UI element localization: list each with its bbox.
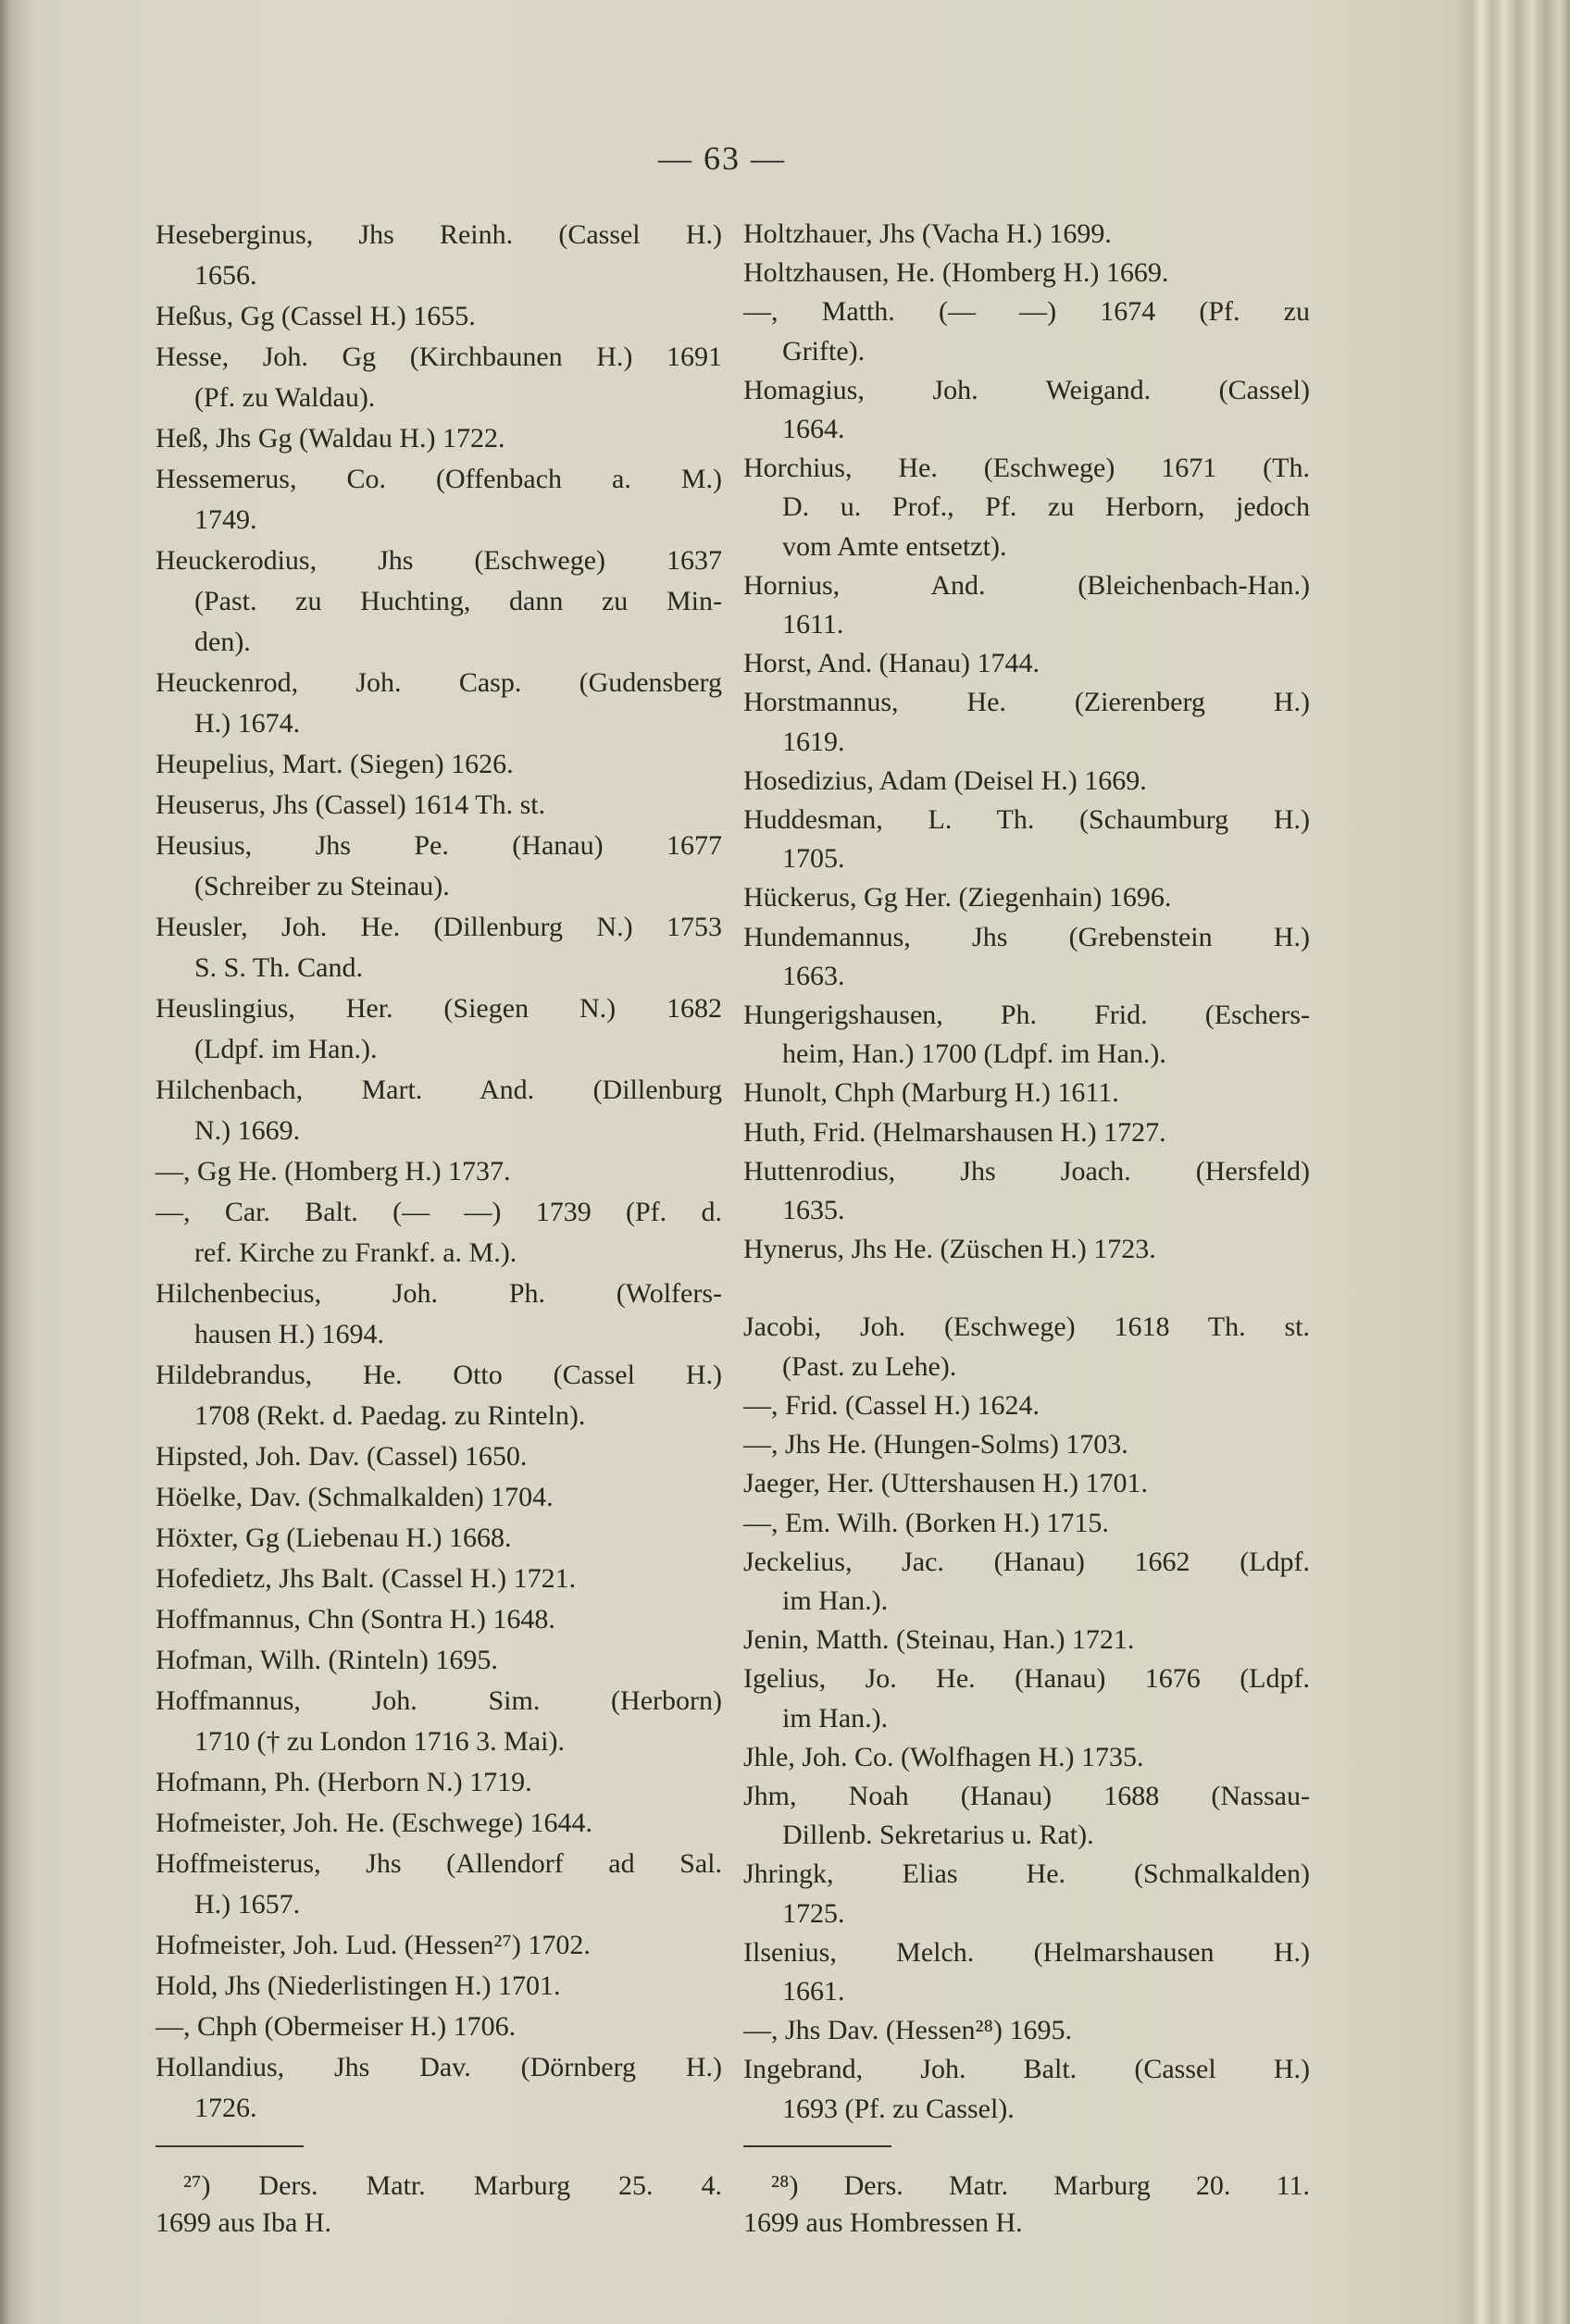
entry-line: Huttenrodius, Jhs Joach. (Hersfeld): [743, 1155, 1310, 1187]
register-entry: [156, 1355, 722, 1436]
entry-line: Heupelius, Mart. (Siegen) 1626.: [156, 749, 514, 779]
entry-continuation-line: (Ldpf. im Han.).: [194, 1034, 378, 1064]
entry-continuation-line: 1611.: [782, 609, 844, 640]
entry-line: —, Car. Balt. (— —) 1739 (Pf. d.: [156, 1197, 722, 1227]
entry-line: Jacobi, Joh. (Eschwege) 1618 Th. st.: [743, 1311, 1310, 1343]
register-entry: [156, 1559, 722, 1599]
entry-line: Igelius, Jo. He. (Hanau) 1676 (Ldpf.: [743, 1663, 1310, 1695]
register-entry: [743, 2011, 1310, 2050]
entry-line: Ilsenius, Melch. (Helmarshausen H.): [743, 1936, 1310, 1968]
entry-continuation-line: H.) 1657.: [194, 1889, 301, 1920]
register-entry: [156, 1844, 722, 1925]
entry-continuation-line: (Schreiber zu Steinau).: [194, 871, 450, 901]
register-entry: [156, 1436, 722, 1477]
register-entry: [743, 1504, 1310, 1543]
entry-line: Hoffmannus, Chn (Sontra H.) 1648.: [156, 1604, 555, 1634]
entry-line: Jeckelius, Jac. (Hanau) 1662 (Ldpf.: [743, 1546, 1310, 1577]
entry-continuation-line: 1726.: [194, 2093, 257, 2123]
register-entry: [156, 1518, 722, 1559]
register-entry: [156, 663, 722, 744]
register-entry: [743, 1386, 1310, 1425]
entry-line: Jenin, Matth. (Steinau, Han.) 1721.: [743, 1624, 1135, 1656]
register-entry: [156, 744, 722, 785]
right-column: [743, 215, 1310, 2129]
entry-line: Homagius, Joh. Weigand. (Cassel): [743, 374, 1310, 405]
entry-continuation-line: (Pf. zu Waldau).: [194, 382, 376, 413]
page-number: — 63 —: [658, 140, 786, 177]
entry-line: —, Chph (Obermeiser H.) 1706.: [156, 2011, 517, 2042]
register-entry: [156, 826, 722, 907]
entry-line: Heßus, Gg (Cassel H.) 1655.: [156, 301, 476, 331]
entry-continuation-line: 1710 († zu London 1716 3. Mai).: [194, 1726, 565, 1757]
register-entry: [743, 878, 1310, 917]
entry-line: Ingebrand, Joh. Balt. (Cassel H.): [743, 2054, 1310, 2085]
register-entry: [156, 1803, 722, 1844]
entry-line: Heusler, Joh. He. (Dillenburg N.) 1753: [156, 912, 722, 942]
footnote-line: ²⁷) Ders. Matr. Marburg 25. 4.: [183, 2170, 722, 2201]
register-entry: [743, 683, 1310, 761]
register-entry: [156, 2007, 722, 2047]
footnote-rule: [743, 2145, 891, 2147]
entry-continuation-line: ref. Kirche zu Frankf. a. M.).: [194, 1237, 517, 1268]
register-entry: [743, 449, 1310, 566]
entry-line: —, Gg He. (Homberg H.) 1737.: [156, 1156, 511, 1187]
entry-continuation-line: 1664.: [782, 414, 845, 445]
entry-line: Jaeger, Her. (Uttershausen H.) 1701.: [743, 1468, 1148, 1499]
entry-continuation-line: 1635.: [782, 1195, 845, 1226]
entry-line: Hofman, Wilh. (Rinteln) 1695.: [156, 1645, 498, 1675]
register-entry: [743, 996, 1310, 1074]
entry-line: Hofedietz, Jhs Balt. (Cassel H.) 1721.: [156, 1563, 577, 1594]
register-entry: [156, 215, 722, 296]
register-entry: [743, 1933, 1310, 2011]
register-entry: [743, 215, 1310, 254]
footnote-line: ²⁸) Ders. Matr. Marburg 20. 11.: [771, 2170, 1310, 2201]
register-entry: [743, 644, 1310, 683]
register-entry: [156, 907, 722, 988]
entry-line: Hold, Jhs (Niederlistingen H.) 1701.: [156, 1970, 561, 2001]
entry-line: Hofmeister, Joh. He. (Eschwege) 1644.: [156, 1808, 593, 1838]
entry-continuation-line: im Han.).: [782, 1585, 889, 1616]
entry-line: Hungerigshausen, Ph. Frid. (Eschers-: [743, 1000, 1310, 1031]
register-entry: [743, 1855, 1310, 1933]
entry-line: —, Em. Wilh. (Borken H.) 1715.: [743, 1507, 1109, 1538]
entry-line: Hofmeister, Joh. Lud. (Hessen²⁷) 1702.: [156, 1930, 591, 1960]
entry-continuation-line: D. u. Prof., Pf. zu Herborn, jedoch: [782, 491, 1310, 523]
register-entry: [743, 371, 1310, 449]
entry-continuation-line: 1661.: [782, 1975, 845, 2007]
entry-continuation-line: 1705.: [782, 843, 845, 875]
entry-line: Höelke, Dav. (Schmalkalden) 1704.: [156, 1482, 554, 1512]
entry-line: —, Jhs Dav. (Hessen²⁸) 1695.: [743, 2015, 1072, 2046]
register-entry: [156, 1681, 722, 1762]
register-entry: [743, 1074, 1310, 1112]
entry-continuation-line: (Past. zu Huchting, dann zu Min-: [194, 586, 722, 616]
entry-continuation-line: (Past. zu Lehe).: [782, 1350, 957, 1382]
entry-continuation-line: den).: [194, 627, 251, 657]
entry-continuation-line: 1708 (Rekt. d. Paedag. zu Rinteln).: [194, 1400, 586, 1431]
entry-line: Hilchenbecius, Joh. Ph. (Wolfers-: [156, 1278, 722, 1309]
left-column: [156, 215, 722, 2129]
register-entry: [156, 2047, 722, 2129]
register-entry: [743, 1152, 1310, 1230]
entry-line: Hoffmannus, Joh. Sim. (Herborn): [156, 1685, 722, 1716]
entry-continuation-line: 1725.: [782, 1897, 845, 1929]
register-entry: [156, 1966, 722, 2007]
entry-line: Hosedizius, Adam (Deisel H.) 1669.: [743, 764, 1147, 796]
entry-line: Horst, And. (Hanau) 1744.: [743, 648, 1040, 679]
register-entry: [743, 1113, 1310, 1152]
register-entry: [743, 1543, 1310, 1621]
register-entry: [743, 1425, 1310, 1464]
register-entry: [743, 1738, 1310, 1777]
entry-line: Hofmann, Ph. (Herborn N.) 1719.: [156, 1767, 532, 1797]
entry-continuation-line: hausen H.) 1694.: [194, 1319, 384, 1349]
entry-line: Jhringk, Elias He. (Schmalkalden): [743, 1858, 1310, 1890]
entry-line: Huddesman, L. Th. (Schaumburg H.): [743, 804, 1310, 836]
entry-line: Hynerus, Jhs He. (Züschen H.) 1723.: [743, 1234, 1156, 1265]
entry-continuation-line: Dillenb. Sekretarius u. Rat).: [782, 1820, 1094, 1851]
entry-continuation-line: vom Amte entsetzt).: [782, 530, 1007, 562]
entry-line: Hessemerus, Co. (Offenbach a. M.): [156, 464, 722, 494]
entry-continuation-line: N.) 1669.: [194, 1115, 301, 1146]
entry-line: Hoffmeisterus, Jhs (Allendorf ad Sal.: [156, 1848, 722, 1879]
footnote-right: [743, 2145, 1310, 2242]
register-entry: [156, 1640, 722, 1681]
register-entry: [156, 1599, 722, 1640]
entry-line: Huth, Frid. (Helmarshausen H.) 1727.: [743, 1116, 1166, 1148]
entry-line: Heuckenrod, Joh. Casp. (Gudensberg: [156, 667, 722, 698]
register-entry: [743, 566, 1310, 644]
register-entry: [743, 1230, 1310, 1269]
entry-line: Höxter, Gg (Liebenau H.) 1668.: [156, 1522, 512, 1553]
entry-continuation-line: Grifte).: [782, 335, 866, 367]
register-entry: [743, 801, 1310, 878]
entry-line: Heuserus, Jhs (Cassel) 1614 Th. st.: [156, 789, 546, 820]
entry-line: Hesse, Joh. Gg (Kirchbaunen H.) 1691: [156, 342, 722, 372]
register-entry: [156, 296, 722, 337]
entry-line: Horchius, He. (Eschwege) 1671 (Th.: [743, 453, 1310, 484]
entry-continuation-line: S. S. Th. Cand.: [194, 952, 363, 983]
entry-continuation-line: 1663.: [782, 960, 845, 991]
register-entry: [156, 1477, 722, 1518]
entry-continuation-line: 1656.: [194, 260, 257, 291]
register-entry: [156, 785, 722, 826]
entry-line: Holtzhauer, Jhs (Vacha H.) 1699.: [743, 218, 1112, 249]
register-entry: [156, 1192, 722, 1274]
register-entry: [156, 1762, 722, 1803]
register-entry: [743, 1659, 1310, 1737]
register-entry: [156, 988, 722, 1070]
register-entry: [743, 292, 1310, 370]
register-entry: [743, 1777, 1310, 1855]
register-entry: [743, 1621, 1310, 1659]
entry-continuation-line: 1749.: [194, 504, 257, 535]
entry-line: —, Jhs He. (Hungen-Solms) 1703.: [743, 1429, 1128, 1460]
register-entry: [156, 1274, 722, 1355]
entry-continuation-line: 1619.: [782, 726, 845, 757]
section-gap: [743, 1269, 1310, 1308]
register-entry: [743, 254, 1310, 292]
footnote-rule: [156, 2145, 304, 2147]
register-entry: [156, 1070, 722, 1151]
footnote-left: [156, 2145, 722, 2242]
entry-line: Jhle, Joh. Co. (Wolfhagen H.) 1735.: [743, 1741, 1144, 1772]
entry-line: Hollandius, Jhs Dav. (Dörnberg H.): [156, 2052, 722, 2082]
register-entry: [743, 2050, 1310, 2128]
entry-continuation-line: H.) 1674.: [194, 708, 301, 739]
entry-continuation-line: heim, Han.) 1700 (Ldpf. im Han.).: [782, 1038, 1166, 1070]
entry-line: Heuslingius, Her. (Siegen N.) 1682: [156, 993, 722, 1024]
register-entry: [743, 918, 1310, 996]
entry-line: Hundemannus, Jhs (Grebenstein H.): [743, 921, 1310, 952]
register-entry: [743, 1464, 1310, 1503]
register-entry: [156, 418, 722, 459]
register-entry: [156, 1925, 722, 1966]
entry-line: Heseberginus, Jhs Reinh. (Cassel H.): [156, 219, 722, 250]
register-entry: [156, 459, 722, 541]
footnote-line: 1699 aus Iba H.: [156, 2207, 331, 2238]
entry-line: Heß, Jhs Gg (Waldau H.) 1722.: [156, 423, 505, 454]
entry-line: Hipsted, Joh. Dav. (Cassel) 1650.: [156, 1441, 528, 1472]
entry-line: Hildebrandus, He. Otto (Cassel H.): [156, 1360, 722, 1390]
entry-line: Hunolt, Chph (Marburg H.) 1611.: [743, 1077, 1119, 1109]
entry-line: —, Frid. (Cassel H.) 1624.: [743, 1389, 1040, 1421]
entry-line: Heuckerodius, Jhs (Eschwege) 1637: [156, 545, 722, 576]
entry-line: —, Matth. (— —) 1674 (Pf. zu: [743, 296, 1310, 328]
entry-line: Jhm, Noah (Hanau) 1688 (Nassau-: [743, 1780, 1310, 1811]
entry-line: Hornius, And. (Bleichenbach-Han.): [743, 569, 1310, 601]
entry-line: Holtzhausen, He. (Homberg H.) 1669.: [743, 257, 1169, 289]
entry-line: Hilchenbach, Mart. And. (Dillenburg: [156, 1075, 722, 1105]
register-entry: [743, 1308, 1310, 1386]
entry-line: Hückerus, Gg Her. (Ziegenhain) 1696.: [743, 882, 1172, 913]
register-entry: [156, 337, 722, 418]
register-entry: [156, 541, 722, 663]
entry-line: Heusius, Jhs Pe. (Hanau) 1677: [156, 830, 722, 861]
footnote-line: 1699 aus Hombressen H.: [743, 2207, 1023, 2238]
entry-continuation-line: im Han.).: [782, 1702, 889, 1734]
entry-continuation-line: 1693 (Pf. zu Cassel).: [782, 2093, 1015, 2124]
entry-line: Horstmannus, He. (Zierenberg H.): [743, 687, 1310, 718]
register-entry: [156, 1151, 722, 1192]
register-entry: [743, 762, 1310, 801]
